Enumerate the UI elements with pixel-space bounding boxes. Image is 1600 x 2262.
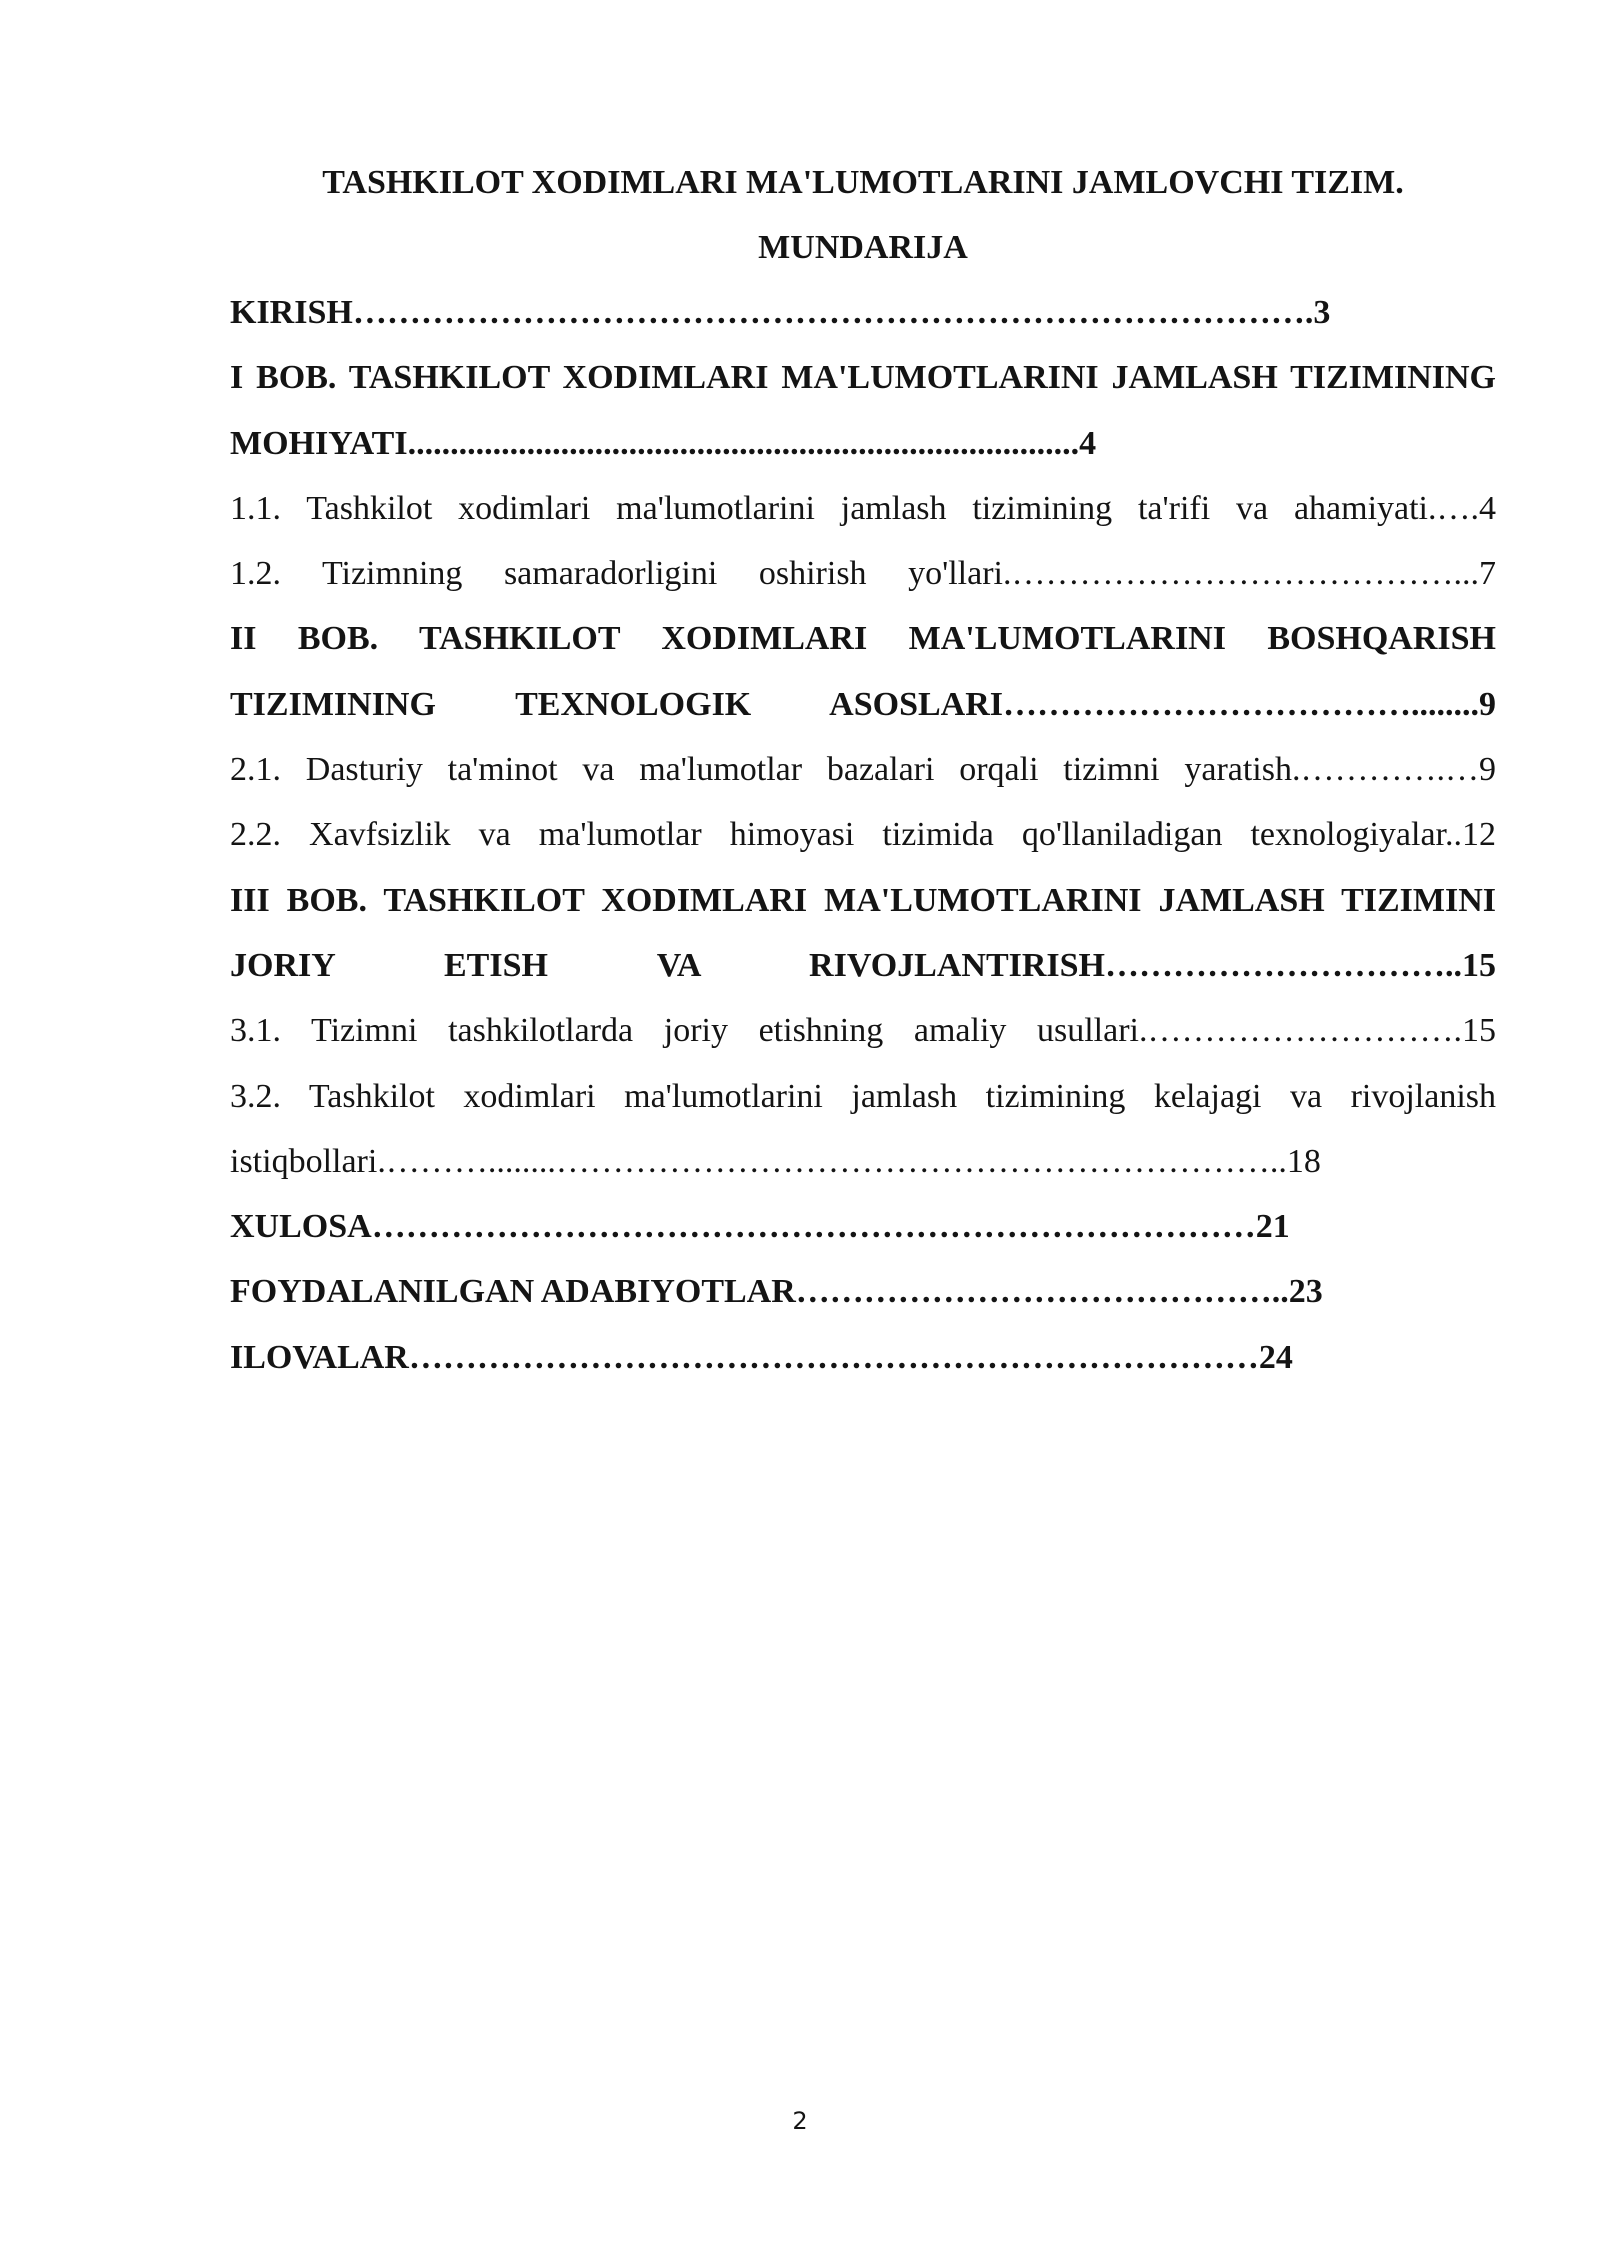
toc-entry-text: II BOB. TASHKILOT XODIMLARI MA'LUMOTLARINI BOSHQARISH TIZIMINING TEXNOLOGIK ASOSLARI………………………………........9 bbox=[230, 620, 1496, 723]
toc-entry-text: ILOVALAR…………………………………………………………………24 bbox=[230, 1338, 1293, 1376]
toc-entry-chapter-3[interactable] bbox=[230, 868, 1496, 999]
toc-entry-text: I BOB. TASHKILOT XODIMLARI MA'LUMOTLARINI JAMLASH TIZIMINING MOHIYATI...............................................................................4 bbox=[230, 359, 1496, 462]
page-number: 2 bbox=[792, 2107, 808, 2135]
toc-entry-text: 1.2. Tizimning samaradorligini oshirish yo'llari.…………………………………...7 bbox=[230, 555, 1496, 593]
toc-entry-text: III BOB. TASHKILOT XODIMLARI MA'LUMOTLARINI JAMLASH TIZIMINI JORIY ETISH VA RIVOJLANTIRISH…………………………..15 bbox=[230, 881, 1496, 984]
toc-entry-text: 2.2. Xavfsizlik va ma'lumotlar himoyasi tizimida qo'llaniladigan texnologiyalar..12 bbox=[230, 816, 1496, 854]
table-of-contents bbox=[230, 280, 1496, 1390]
toc-entry-ilovalar[interactable] bbox=[230, 1325, 1496, 1390]
toc-entry-chapter-2[interactable] bbox=[230, 606, 1496, 737]
toc-entry-kirish[interactable] bbox=[230, 280, 1496, 345]
toc-entry-xulosa[interactable] bbox=[230, 1194, 1496, 1259]
toc-entry-text: 3.1. Tizimni tashkilotlarda joriy etishning amaliy usullari.……………………….15 bbox=[230, 1012, 1496, 1050]
toc-entry-text: FOYDALANILGAN ADABIYOTLAR……………………………………..23 bbox=[230, 1273, 1323, 1311]
toc-entry-text: 3.2. Tashkilot xodimlari ma'lumotlarini jamlash tizimining kelajagi va rivojlanish istiqbollari.………........………………………………………………………..18 bbox=[230, 1077, 1496, 1180]
document-title: TASHKILOT XODIMLARI MA'LUMOTLARINI JAMLOVCHI TIZIM. bbox=[322, 164, 1404, 201]
toc-entry-text: 1.1. Tashkilot xodimlari ma'lumotlarini jamlash tizimining ta'rifi va ahamiyati.….4 bbox=[230, 489, 1496, 527]
toc-entry-text: XULOSA……………………………………………………………………21 bbox=[230, 1208, 1290, 1246]
toc-heading: MUNDARIJA bbox=[758, 229, 968, 266]
toc-entry-section-1-2[interactable] bbox=[230, 541, 1496, 606]
toc-entry-chapter-1[interactable] bbox=[230, 345, 1496, 476]
toc-entry-text: KIRISH………………………………………………………………………….3 bbox=[230, 294, 1331, 331]
toc-entry-section-3-1[interactable] bbox=[230, 998, 1496, 1063]
toc-entry-text: 2.1. Dasturiy ta'minot va ma'lumotlar bazalari orqali tizimni yaratish.………….…9 bbox=[230, 751, 1496, 789]
toc-entry-section-2-2[interactable] bbox=[230, 802, 1496, 867]
toc-entry-section-1-1[interactable] bbox=[230, 476, 1496, 541]
toc-entry-section-3-2[interactable] bbox=[230, 1064, 1496, 1195]
toc-entry-adabiyotlar[interactable] bbox=[230, 1259, 1496, 1324]
toc-entry-section-2-1[interactable] bbox=[230, 737, 1496, 802]
